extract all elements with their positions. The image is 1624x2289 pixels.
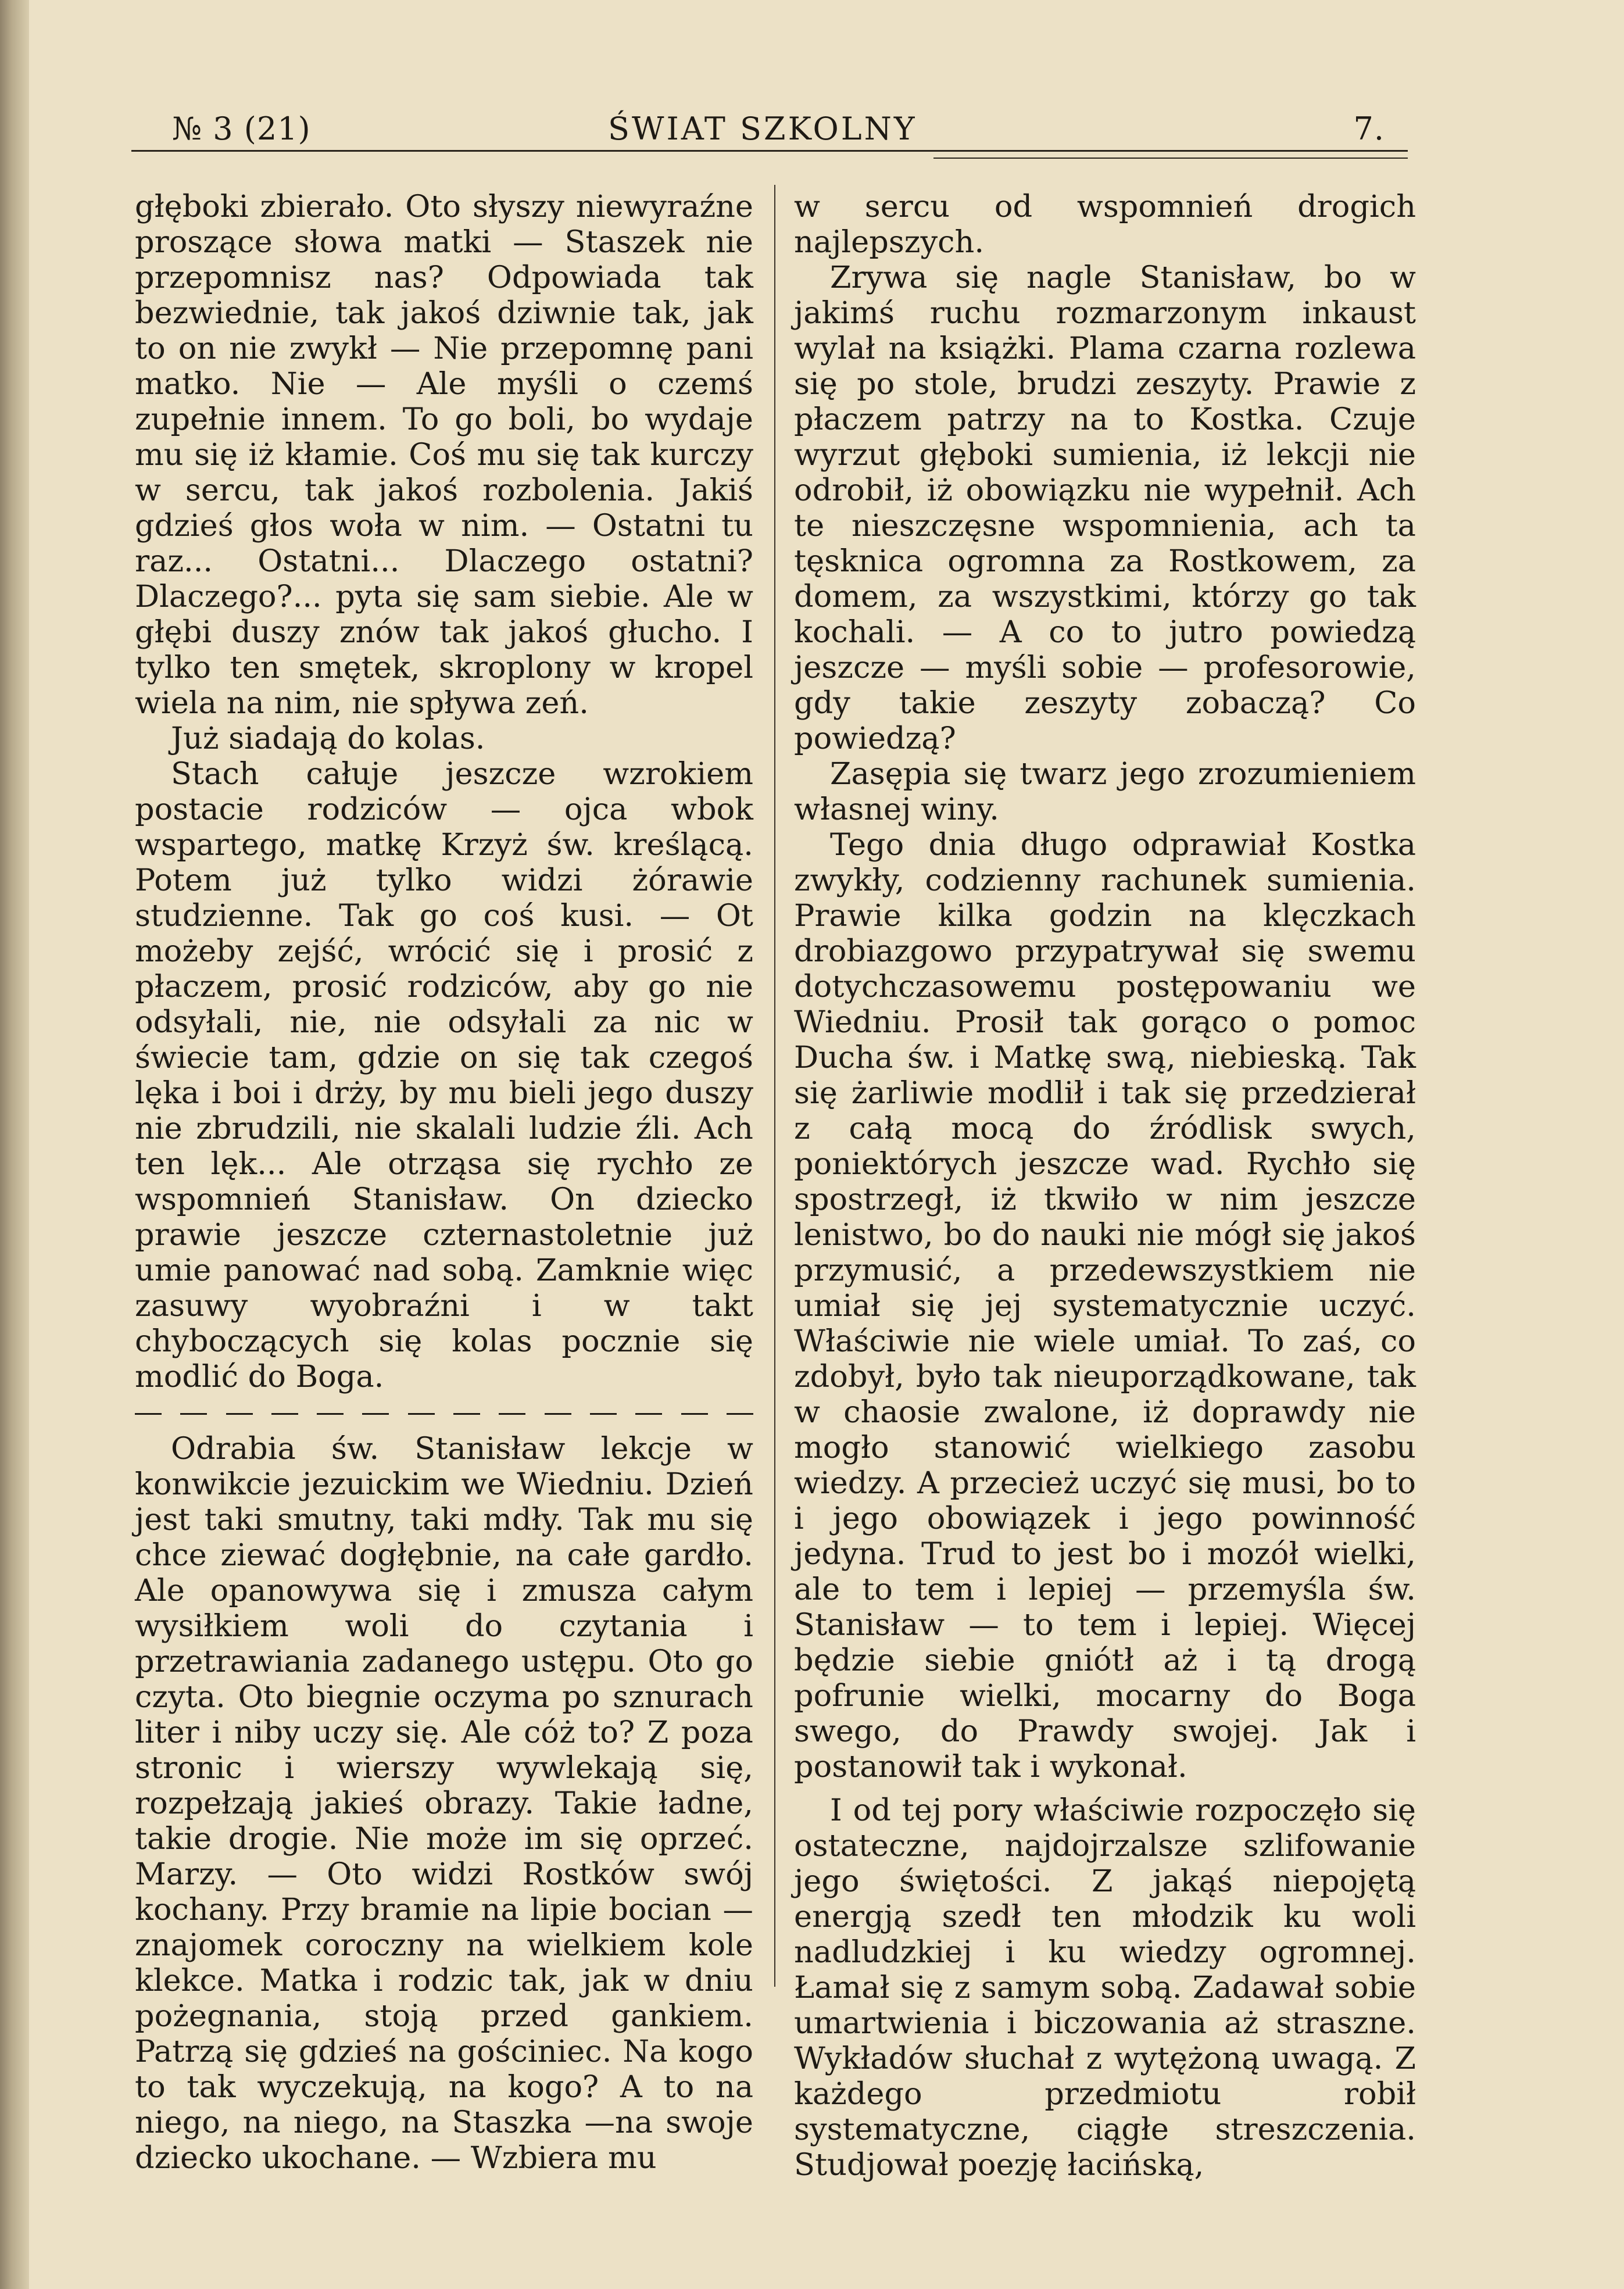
journal-title: ŚWIAT SZKOLNY: [608, 110, 917, 147]
paragraph: Stach całuje jeszcze wzrokiem postacie rodziców — ojca wbok wspartego, matkę Krzyż św. kreślącą. Potem już tylko widzi żórawie studzienne. Tak go coś kusi. — Ot możeby zejść, wrócić się i prosić z płaczem, prosić rodziców, aby go nie odsyłali, nie, nie odsyłali za nic w świecie tam, gdzie on się tak czegoś lęka i boi i drży, by mu bieli jego duszy nie zbrudzili, nie skalali ludzie źli. Ach ten lęk... Ale otrząsa się rychło ze wspomnień Stanisław. On dziecko prawie jeszcze czternastoletnie już umie panować nad sobą. Zamknie więc zasuwy wyobraźni i w takt chyboczących się kolas pocznie się modlić do Boga.: [135, 756, 753, 1394]
paragraph: Zasępia się twarz jego zrozumieniem własnej winy.: [794, 756, 1416, 827]
paragraph: Odrabia św. Stanisław lekcje w konwikcie jezuickim we Wiedniu. Dzień jest taki smutny, taki mdły. Tak mu się chce ziewać dogłębnie, na całe gardło. Ale opanowywa się i zmusza całym wysiłkiem woli do czytania i przetrawiania zadanego ustępu. Oto go czyta. Oto biegnie oczyma po sznurach liter i niby uczy się. Ale cóż to? Z poza stronic i wierszy wywlekają się, rozpełzają jakieś obrazy. Takie ładne, takie drogie. Nie może im się oprzeć. Marzy. — Oto widzi Rostków swój kochany. Przy bramie na lipie bocian — znajomek coroczny na wielkiem kole klekce. Matka i rodzic tak, jak w dniu pożegnania, stoją przed gankiem. Patrzą się gdzieś na gościniec. Na kogo to tak wyczekują, na kogo? A to na niego, na niego, na Staszka —na swoje dziecko ukochane. — Wzbiera mu: [135, 1431, 753, 2176]
paragraph: I od tej pory właściwie rozpoczęło się ostateczne, najdojrzalsze szlifowanie jego świętości. Z jakąś niepojętą energją szedł ten młodzik ku woli nadludzkiej i ku wiedzy ogromnej. Łamał się z samym sobą. Zadawał sobie umartwienia i biczowania aż straszne. Wykładów słuchał z wytężoną uwagą. Z każdego przedmiotu robił systematyczne, ciągłe streszczenia. Studjował poezję łacińską,: [794, 1793, 1416, 2183]
right-column: [794, 189, 1416, 2183]
paragraph: Już siadają do kolas.: [171, 721, 485, 756]
book-binding-edge: [0, 0, 29, 2289]
page-number: 7.: [1353, 110, 1385, 147]
paragraph: Zrywa się nagle Stanisław, bo w jakimś ruchu rozmarzonym inkaust wylał na książki. Plama czarna rozlewa się po stole, brudzi zeszyty. Prawie z płaczem patrzy na to Kostka. Czuje wyrzut głęboki sumienia, iż lekcji nie odrobił, iż obowiązku nie wypełnił. Ach te nieszczęsne wspomnienia, ach ta tęsknica ogromna za Rostkowem, za domem, za wszystkimi, którzy go tak kochali. — A co to jutro powiedzą jeszcze — myśli sobie — profesorowie, gdy takie zeszyty zobaczą? Co powiedzą?: [794, 260, 1416, 756]
header-rule: [131, 150, 1408, 152]
column-divider: [774, 185, 775, 1987]
paragraph: Tego dnia długo odprawiał Kostka zwykły, codzienny rachunek sumienia. Prawie kilka godzin na klęczkach drobiazgowo przypatrywał się swemu dotychczasowemu postępowaniu we Wiedniu. Prosił tak gorąco o pomoc Ducha św. i Matkę swą, niebieską. Tak się żarliwie modlił i tak się przedzierał z całą mocą do źródlisk swych, poniektórych jeszcze wad. Rychło się spostrzegł, iż tkwiło w nim jeszcze lenistwo, bo do nauki nie mógł się jakoś przymusić, a przedewszystkiem nie umiał się jej systematycznie uczyć. Właściwie nie wiele umiał. To zaś, co zdobył, było tak nieuporządkowane, tak w chaosie zwalone, iż doprawdy nie mogło stanowić wielkiego zasobu wiedzy. A przecież uczyć się musi, bo to i jego obowiązek i jego powinność jedyna. Trud to jest bo i mozół wielki, ale to tem i lepiej — przemyśla św. Stanisław — to tem i lepiej. Więcej będzie siebie gniótł aż i tą drogą pofrunie wielki, mocarny do Boga swego, do Prawdy swojej. Jak i postanowił tak i wykonał.: [794, 827, 1416, 1784]
header-rule-secondary: [933, 158, 1408, 159]
paragraph: w sercu od wspomnień drogich najlepszych.: [794, 189, 1416, 260]
section-separator: [135, 1394, 753, 1431]
page-header: [131, 108, 1408, 154]
left-column: [135, 189, 753, 2176]
issue-number: № 3 (21): [172, 110, 311, 147]
paragraph: głęboki zbierało. Oto słyszy niewyraźne proszące słowa matki — Staszek nie przepomnisz nas? Odpowiada tak bezwiednie, tak jakoś dziwnie tak, jak to on nie zwykł — Nie przepomnę pani matko. Nie — Ale myśli o czemś zupełnie innem. To go boli, bo wydaje mu się iż kłamie. Coś mu się tak kurczy w sercu, tak jakoś rozbolenia. Jakiś gdzieś głos woła w nim. — Ostatni tu raz... Ostatni... Dlaczego ostatni? Dlaczego?... pyta się sam siebie. Ale w głębi duszy znów tak jakoś głucho. I tylko ten smętek, skroplony w kropel wiela na nim, nie spływa zeń.: [135, 189, 753, 721]
